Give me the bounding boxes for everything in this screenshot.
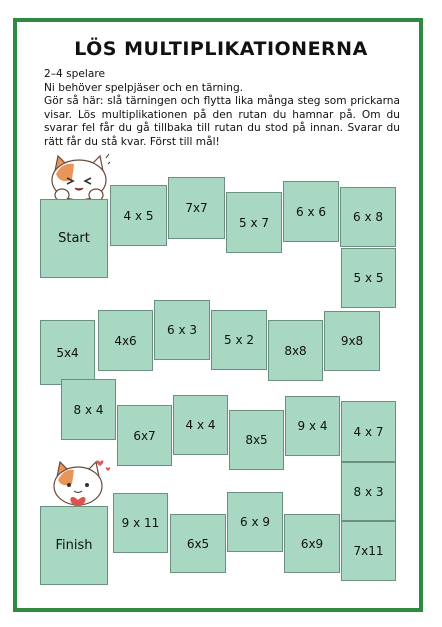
board-square[interactable]: 9 x 4 bbox=[285, 396, 340, 456]
board-square[interactable]: 4x6 bbox=[98, 310, 153, 371]
board-square[interactable]: 8 x 3 bbox=[341, 462, 396, 521]
board-square[interactable]: 8x5 bbox=[229, 410, 284, 470]
finish-square[interactable]: Finish bbox=[40, 506, 108, 585]
materials-text: Ni behöver spelpjäser och en tärning. bbox=[44, 81, 244, 94]
board-square[interactable]: 9x8 bbox=[324, 311, 380, 371]
board-square[interactable]: 6 x 8 bbox=[340, 187, 396, 247]
board-square[interactable]: 6 x 9 bbox=[227, 492, 283, 552]
board-square[interactable]: 6 x 3 bbox=[154, 300, 210, 360]
board-square[interactable]: 8 x 4 bbox=[61, 379, 116, 440]
board-square[interactable]: 8x8 bbox=[268, 320, 323, 381]
board-square[interactable]: 5x4 bbox=[40, 320, 95, 385]
board-square[interactable]: 6x9 bbox=[284, 514, 340, 573]
start-square[interactable]: Start bbox=[40, 199, 108, 278]
cat-illustration-bottom bbox=[48, 456, 114, 510]
board-square[interactable]: 6x5 bbox=[170, 514, 226, 573]
board-square[interactable]: 7x7 bbox=[168, 177, 225, 239]
page-title: LÖS MULTIPLIKATIONERNA bbox=[74, 38, 368, 60]
board-square[interactable]: 4 x 7 bbox=[341, 401, 396, 462]
board-square[interactable]: 6x7 bbox=[117, 405, 172, 466]
board-square[interactable]: 7x11 bbox=[341, 521, 396, 581]
cat-illustration-top bbox=[48, 150, 110, 202]
board-square[interactable]: 5 x 7 bbox=[226, 192, 282, 253]
board-square[interactable]: 5 x 2 bbox=[211, 310, 267, 370]
board-square[interactable]: 6 x 6 bbox=[283, 181, 339, 242]
board-square[interactable]: 9 x 11 bbox=[113, 493, 168, 553]
players-text: 2–4 spelare bbox=[44, 68, 105, 80]
board-square[interactable]: 4 x 5 bbox=[110, 185, 167, 246]
board-square[interactable]: 4 x 4 bbox=[173, 395, 228, 455]
rules-text: Gör så här: slå tärningen och flytta lika många steg som prickarna visar. Lös multiplikationen på den rutan du hamnar på. Om du svarar fel får du gå tillbaka till rutan du stod på innan. Svarar du rätt får du stå kvar. Först till mål! bbox=[44, 95, 400, 148]
board-square[interactable]: 5 x 5 bbox=[341, 248, 396, 308]
instructions bbox=[44, 68, 400, 150]
